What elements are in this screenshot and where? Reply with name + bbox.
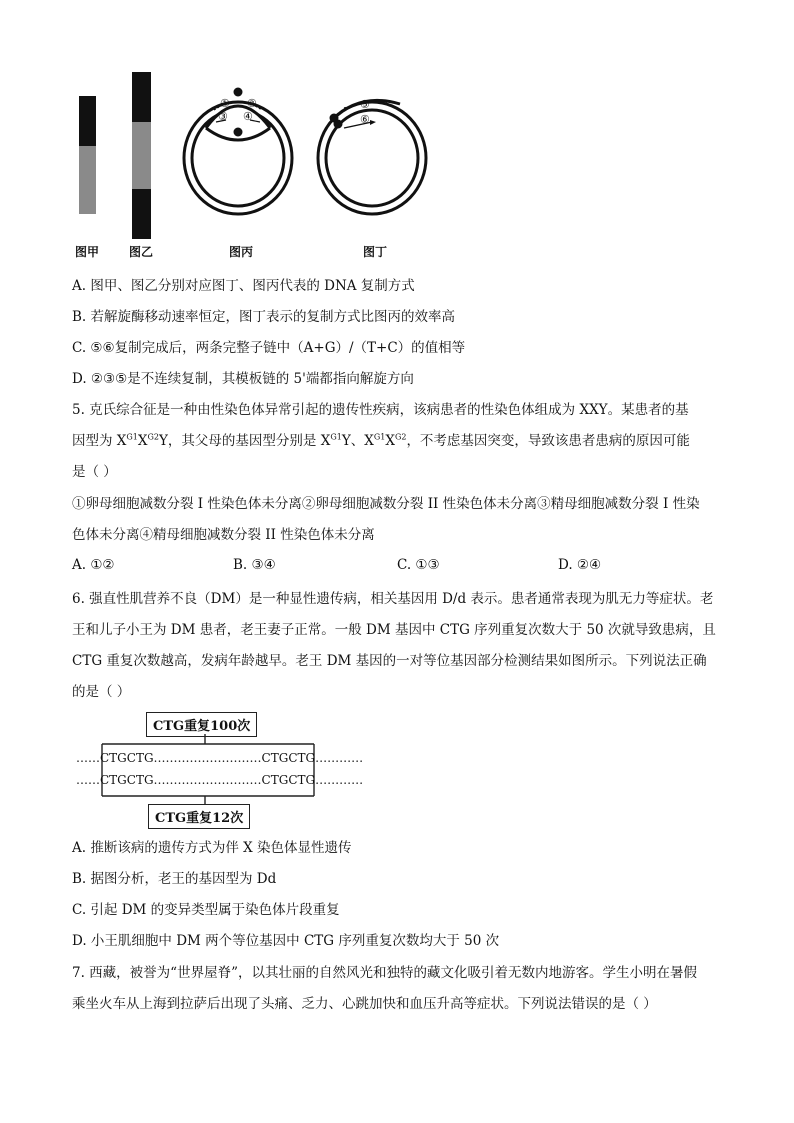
q6-option-b: B. 据图分析，老王的基因型为 Dd <box>72 871 277 887</box>
bar-yi <box>132 72 151 239</box>
q5-stem-line3: 是（ ） <box>72 464 117 480</box>
q5-choices-line1: ①卵母细胞减数分裂 I 性染色体未分离②卵母细胞减数分裂 II 性染色体未分离③精母细胞减数分裂 I 性染 <box>72 496 700 512</box>
box-ctg-12: CTG重复12次 <box>148 804 250 829</box>
diagram-connectors <box>90 732 330 810</box>
q4-option-c: C. ⑤⑥复制完成后，两条完整子链中（A+G）/（T+C）的值相等 <box>72 340 466 356</box>
bar-jia <box>79 96 96 214</box>
q6-stem-line1: 6. 强直性肌营养不良（DM）是一种显性遗传病，相关基因用 D/d 表示。患者通常表现为肌无力等症状。老 <box>72 591 714 607</box>
q5-option-a: A. ①② <box>72 557 115 573</box>
q6-stem-line2: 王和儿子小王为 DM 患者，老王妻子正常。一般 DM 基因中 CTG 序列重复次数大于 50 次就导致患病，且 <box>72 622 716 638</box>
q7-stem-line2: 乘坐火车从上海到拉萨后出现了头痛、乏力、心跳加快和血压升高等症状。下列说法错误的是（ ） <box>72 996 657 1012</box>
label-6: ⑥ <box>360 113 370 126</box>
q5-choices-line2: 色体未分离④精母细胞减数分裂 II 性染色体未分离 <box>72 527 375 543</box>
circle-bing-diagram <box>176 82 300 218</box>
q5-stem-line2: 因型为 $X^{G1}X^{G2}Y$，其父母的基因型分别是 $X^{G1}Y$、$X^{G1}X^{G2}$，不考虑基因突变，导致该患者患病的原因可能 <box>72 432 690 449</box>
label-5: ⑤ <box>360 98 370 111</box>
circle-ding-diagram <box>310 82 434 218</box>
label-1: ① <box>220 97 230 110</box>
q4-option-d: D. ②③⑤是不连续复制，其模板链的 5'端都指向解旋方向 <box>72 371 414 387</box>
label-2: ② <box>247 97 257 110</box>
caption-bing: 图丙 <box>229 245 254 259</box>
q6-option-d: D. 小王肌细胞中 DM 两个等位基因中 CTG 序列重复次数均大于 50 次 <box>72 933 500 949</box>
box-ctg-100: CTG重复100次 <box>146 712 257 737</box>
q7-stem-line1: 7. 西藏，被誉为“世界屋脊”，以其壮丽的自然风光和独特的藏文化吸引着无数内地游客。学生小明在暑假 <box>72 965 697 981</box>
label-3: ③ <box>218 110 228 123</box>
q4-option-a: A. 图甲、图乙分别对应图丁、图丙代表的 DNA 复制方式 <box>72 278 415 294</box>
q6-stem-line4: 的是（ ） <box>72 684 131 700</box>
strand-upper: ……CTGCTG………………………CTGCTG………… <box>76 751 364 765</box>
q5-option-b: B. ③④ <box>233 557 276 573</box>
caption-jia: 图甲 <box>75 245 100 259</box>
q6-option-c: C. 引起 DM 的变异类型属于染色体片段重复 <box>72 902 340 918</box>
q5-option-c: C. ①③ <box>397 557 440 573</box>
strand-lower: ……CTGCTG………………………CTGCTG………… <box>76 773 364 787</box>
q6-stem-line3: CTG 重复次数越高，发病年龄越早。老王 DM 基因的一对等位基因部分检测结果如图所示。下列说法正确 <box>72 653 707 669</box>
q5-option-d: D. ②④ <box>558 557 602 573</box>
label-4: ④ <box>243 110 253 123</box>
q5-stem-line1: 5. 克氏综合征是一种由性染色体异常引起的遗传性疾病，该病患者的性染色体组成为 XXY。某患者的基 <box>72 402 689 418</box>
caption-ding: 图丁 <box>363 245 388 259</box>
q6-option-a: A. 推断该病的遗传方式为伴 X 染色体显性遗传 <box>72 840 352 856</box>
caption-yi: 图乙 <box>129 245 154 259</box>
q4-option-b: B. 若解旋酶移动速率恒定，图丁表示的复制方式比图丙的效率高 <box>72 309 456 325</box>
